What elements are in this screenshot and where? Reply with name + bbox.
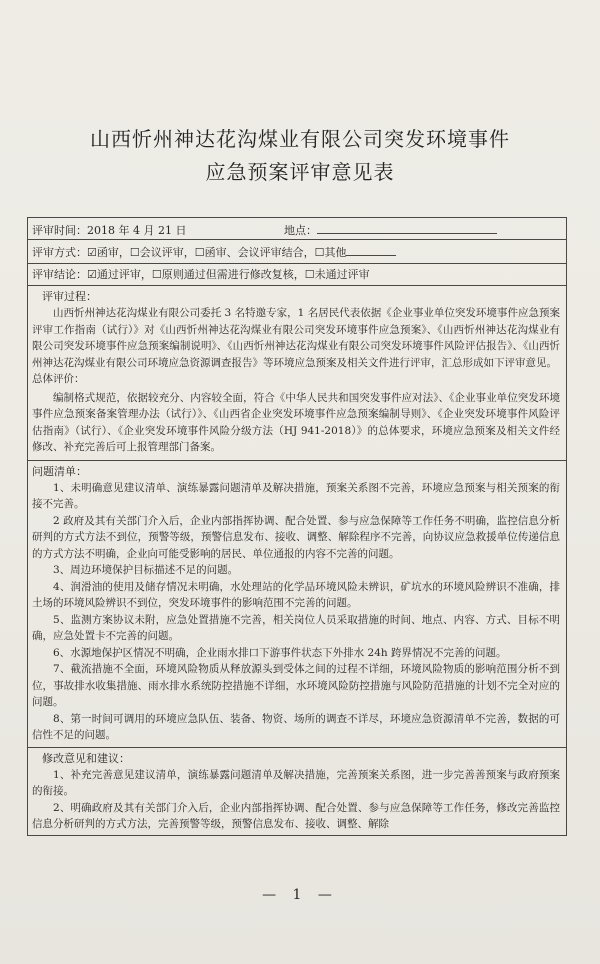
review-method-row	[28, 240, 566, 264]
issues-heading: 问题清单：	[32, 464, 87, 478]
suggestion-item: 1、补充完善意见建议清单，演练暴露问题清单及解决措施，完善预案关系图，进一步完善善预案与政府预案的衔接。	[32, 768, 560, 797]
issues-section	[28, 461, 566, 748]
issue-item: 7、截流措施不全面，环境风险物质从释放源头到受体之间的过程不详细，环境风险物质的影响范围分析不到位，事故排水收集措施、雨水排水系统防控措施不详细，水环境风险防控措施与风险防范措施的计划不完全对应的问题。	[32, 663, 560, 708]
review-method-options: ☑函审，☐会议评审，☐函审、会议评审结合，☐其他	[87, 246, 347, 259]
issue-item: 1、未明确意见建议清单、演练暴露问题清单及解决措施，预案关系图不完善，环境应急预案与相关预案的衔接不完善。	[32, 481, 560, 510]
review-form-table	[27, 217, 567, 836]
overall-evaluation-label: 总体评价：	[32, 373, 85, 385]
review-conclusion-row	[28, 264, 566, 286]
review-conclusion-options: ☑通过评审，☐原则通过但需进行修改复核，☐未通过评审	[87, 268, 370, 281]
review-place-label: 地点：	[284, 224, 317, 237]
review-time-value: 2018 年 4 月 21 日	[87, 222, 237, 240]
review-process-section	[28, 286, 566, 461]
issue-item: 8、第一时间可调用的环境应急队伍、装备、物资、场所的调查不详尽，环境应急资源清单不完善，数据的可信性不足的问题。	[32, 712, 560, 741]
issue-item: 6、水源地保护区情况不明确，企业雨水排口下游事件状态下外排水 24h 跨界情况不完善的问题。	[53, 646, 507, 659]
page-number: — 1 —	[262, 887, 338, 903]
document-title-line2: 应急预案评审意见表	[205, 160, 395, 184]
issue-item: 5、监测方案协议未附，应急处置措施不完善，相关岗位人员采取措施的时间、地点、内容、方式、目标不明确，应急处置卡不完善的问题。	[32, 613, 560, 642]
document-title-line1: 山西忻州神达花沟煤业有限公司突发环境事件	[90, 127, 510, 151]
suggestions-heading: 修改意见和建议：	[42, 751, 130, 765]
issue-item: 2 政府及其有关部门介入后，企业内部指挥协调、配合处置、参与应急保障等工作任务不明确，监控信息分析研判的方式方法不到位，预警等级，预警信息发布、接收、调整、解除程序不完善，向协议应急救援单位传递信息的方式方法不明确，企业向可能受影响的居民、单位通报的内容不完善的问题。	[32, 514, 560, 560]
overall-evaluation-paragraph: 编制格式规范，依据较充分、内容较全面，符合《中华人民共和国突发事件应对法》、《企业事业单位突发环境事件应急预案备案管理办法（试行）》、《山西省企业突发环境事件应急预案编制导则》、《企业突发环境事件风险评估指南》（试行）、《企业突发环境事件风险分级方法（HJ 941-2018）》的总体要求，环境应急预案及相关文件经修改、补充完善后可上报管理部门备案。	[32, 391, 560, 453]
review-time-row	[28, 218, 566, 240]
review-process-paragraph: 山西忻州神达花沟煤业有限公司委托 3 名特邀专家，1 名居民代表依据《企业事业单位突发环境事件应急预案评审工作指南（试行）》对《山西忻州神达花沟煤业有限公司突发环境事件应急预案》、《山西忻州神达花沟煤业有限公司突发环境事件应急预案编制说明》、《山西忻州神达花沟煤业有限公司突发环境事件风险评估报告》、《山西忻州神达花沟煤业有限公司环境应急资源调查报告》等环境应急预案及相关文件进行评审，汇总形成如下评审意见。	[32, 307, 560, 369]
suggestion-item: 2、明确政府及其有关部门介入后，企业内部指挥协调、配合处置、参与应急保障等工作任务，修改完善监控信息分析研判的方式方法，完善预警等级，预警信息发布、接收、调整、解除	[32, 801, 560, 830]
review-process-heading: 评审过程：	[42, 290, 97, 303]
suggestions-section	[28, 748, 566, 835]
issue-item: 4、润滑油的使用及储存情况未明确，水处理站的化学品环境风险未辨识，矿坑水的环境风险辨识不准确，排土场的环境风险辨识不到位，突发环境事件的影响范围不完善的问题。	[32, 580, 560, 609]
review-conclusion-label: 评审结论：	[32, 268, 87, 281]
review-method-label: 评审方式：	[32, 246, 87, 259]
review-time-label: 评审时间：	[32, 224, 87, 237]
issue-item: 3、周边环境保护目标描述不足的问题。	[53, 564, 239, 576]
review-place-value	[317, 220, 497, 234]
